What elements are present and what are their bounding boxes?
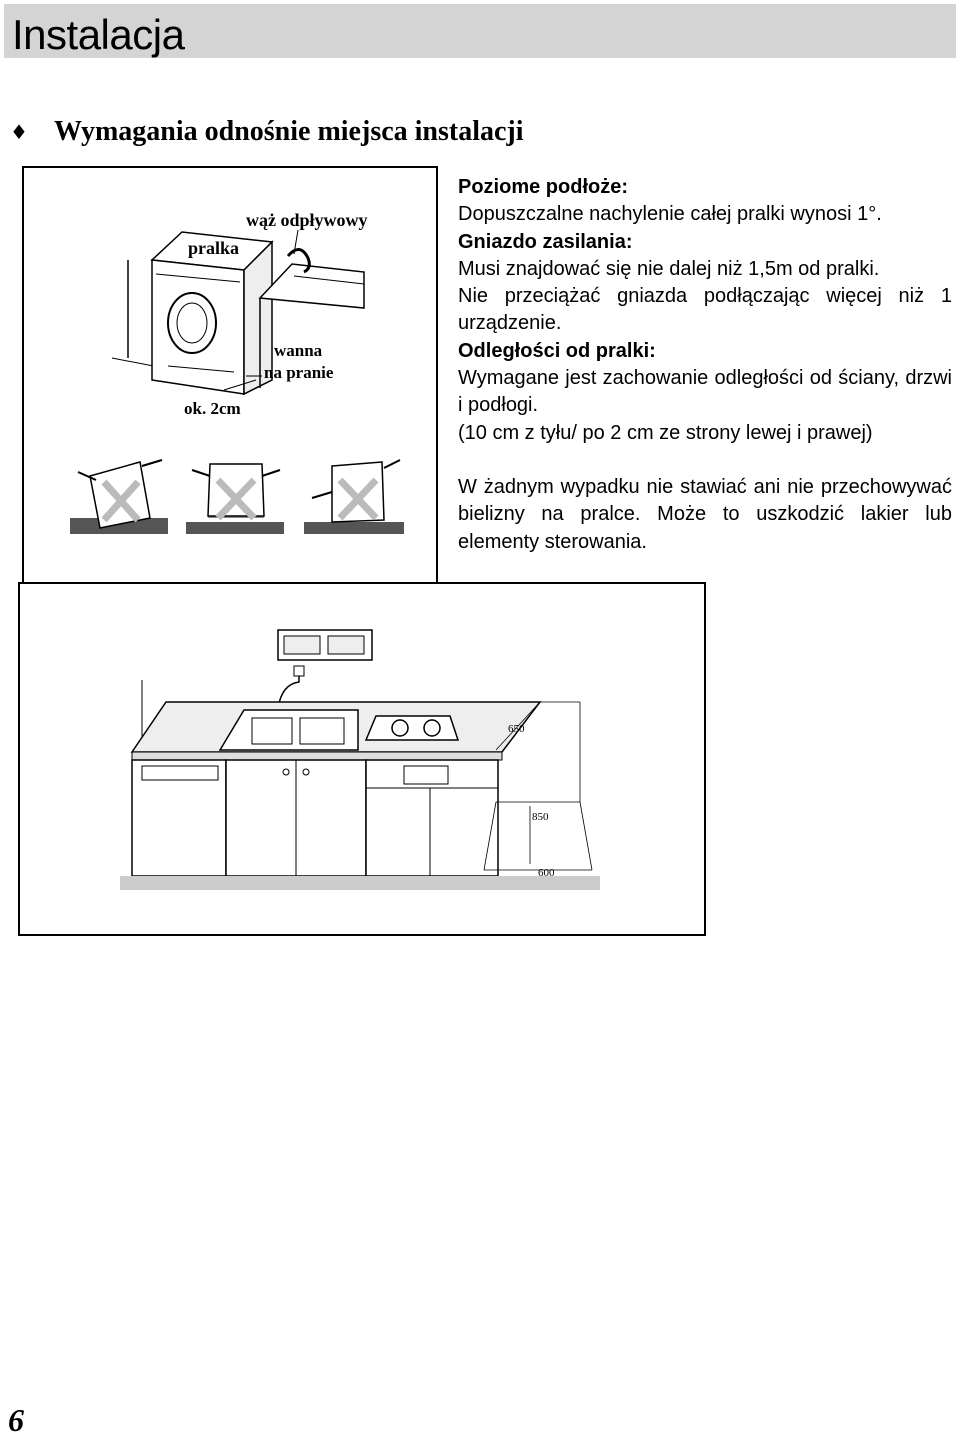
wrong-placement-2 <box>186 464 284 534</box>
figure-washer-installation <box>22 166 438 586</box>
section-title: Wymagania odnośnie miejsca instalacji <box>54 116 524 147</box>
label-tub-line2: na pranie <box>264 363 334 382</box>
page-number: 6 <box>8 1402 24 1438</box>
section-heading <box>10 112 524 152</box>
socket-body-2: Nie przeciążać gniazda podłączając więcej niż 1 urządzenie. <box>458 285 952 335</box>
level-floor-heading: Poziome podłoże: <box>458 176 628 198</box>
label-tub-line1: wanna <box>274 341 323 360</box>
label-gap: ok. 2cm <box>184 399 241 418</box>
warning-text: W żadnym wypadku nie stawiać ani nie przechowywać bielizny na pralce. Może to uszkodzić lakier lub elementy sterowania. <box>458 475 952 553</box>
distance-body-1: Wymagane jest zachowanie odległości od ściany, drzwi i podłogi. <box>458 367 952 417</box>
diamond-bullet-icon: ♦ <box>10 120 28 144</box>
requirements-text <box>458 174 952 556</box>
socket-heading: Gniazdo zasilania: <box>458 230 633 253</box>
kitchen-illustration <box>20 584 704 934</box>
socket-body-1: Musi znajdować się nie dalej niż 1,5m od pralki. <box>458 257 880 280</box>
page-title: Instalacja <box>12 11 185 58</box>
figure-kitchen-installation <box>18 582 706 936</box>
header-bar <box>4 4 956 58</box>
dimension-height: 850 <box>532 811 549 823</box>
label-drain-hose: wąż odpływowy <box>246 210 368 230</box>
wrong-placement-3 <box>304 460 404 534</box>
distance-heading: Odległości od pralki: <box>458 339 656 362</box>
level-floor-body: Dopuszczalne nachylenie całej pralki wynosi 1°. <box>458 203 882 226</box>
dimension-width: 600 <box>538 867 555 879</box>
label-washer: pralka <box>188 238 240 258</box>
dimension-depth: 650 <box>508 723 525 735</box>
wrong-placement-1 <box>70 460 168 534</box>
distance-body-2: (10 cm z tyłu/ po 2 cm ze strony lewej i prawej) <box>458 421 873 444</box>
washer-illustration <box>24 168 436 586</box>
